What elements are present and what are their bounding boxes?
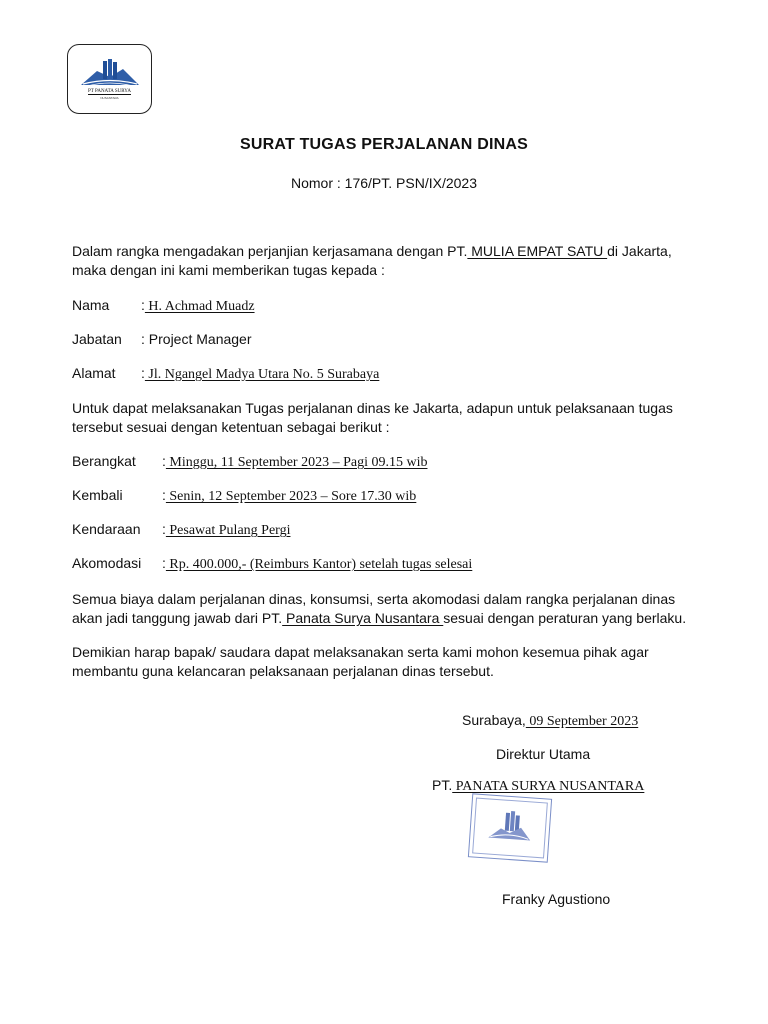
alamat-label: Alamat <box>72 365 116 381</box>
purpose-line1: Untuk dapat melaksanakan Tugas perjalanan dinas ke Jakarta, adapun untuk pelaksanaan tugas <box>72 400 673 416</box>
costs-prefix: akan jadi tanggung jawab dari PT. <box>72 610 283 626</box>
jabatan-value: : Project Manager <box>141 331 252 347</box>
alamat-value: Jl. Ngangel Madya Utara No. 5 Surabaya <box>144 367 380 382</box>
stamp-building-icon <box>482 807 538 847</box>
colon: : <box>141 297 145 313</box>
building-logo-icon <box>77 57 143 89</box>
company-stamp <box>468 793 552 862</box>
kendaraan-row <box>162 521 290 539</box>
document-number: Nomor : 176/PT. PSN/IX/2023 <box>291 175 477 191</box>
colon: : <box>162 453 166 469</box>
kendaraan-value: Pesawat Pulang Pergi <box>165 523 291 538</box>
berangkat-row <box>162 453 427 471</box>
kembali-value: Senin, 12 September 2023 – Sore 17.30 wib <box>165 489 417 504</box>
akomodasi-note: setelah tugas selesai <box>356 557 473 572</box>
alamat-row <box>141 365 379 383</box>
signature-city: Surabaya, <box>462 712 526 728</box>
closing-line1: Demikian harap bapak/ saudara dapat melaksanakan serta kami mohon kesemua pihak agar <box>72 644 649 660</box>
issuer-company: Panata Surya Nusantara <box>282 610 444 626</box>
jabatan-label: Jabatan <box>72 331 122 347</box>
signature-date: 09 September 2023 <box>525 714 639 729</box>
costs-paragraph <box>72 590 712 628</box>
intro-prefix: Dalam rangka mengadakan perjanjian kerjasamana dengan PT. <box>72 243 468 259</box>
signer-company <box>432 777 644 795</box>
berangkat-value: Minggu, 11 September 2023 – Pagi 09.15 wib <box>165 455 428 470</box>
costs-line1: Semua biaya dalam perjalanan dinas, konsumsi, serta akomodasi dalam rangka perjalanan dinas <box>72 591 676 607</box>
purpose-paragraph <box>72 399 712 437</box>
signer-position: Direktur Utama <box>496 746 591 762</box>
signer-name: Franky Agustiono <box>502 891 611 907</box>
intro-paragraph <box>72 242 712 280</box>
colon: : <box>162 487 166 503</box>
intro-suffix: di Jakarta, <box>607 243 672 259</box>
nama-label: Nama <box>72 297 110 313</box>
closing-paragraph <box>72 643 712 681</box>
akomodasi-value: Rp. 400.000,- (Reimburs Kantor) <box>165 557 357 572</box>
nama-value: H. Achmad Muadz <box>144 299 255 314</box>
colon: : <box>162 521 166 537</box>
signature-place-date <box>462 712 638 730</box>
document-title: SURAT TUGAS PERJALANAN DINAS <box>240 136 528 153</box>
kendaraan-label: Kendaraan <box>72 521 141 537</box>
costs-suffix: sesuai dengan peraturan yang berlaku. <box>443 610 687 626</box>
intro-line2: maka dengan ini kami memberikan tugas kepada : <box>72 262 385 278</box>
closing-line2: membantu guna kelancaran pelaksanaan perjalanan dinas tersebut. <box>72 663 494 679</box>
company-name: PANATA SURYA NUSANTARA <box>452 779 645 794</box>
purpose-line2: tersebut sesuai dengan ketentuan sebagai berikut : <box>72 419 390 435</box>
company-logo <box>67 44 152 114</box>
nama-row <box>141 297 255 315</box>
akomodasi-label: Akomodasi <box>72 555 142 571</box>
kembali-label: Kembali <box>72 487 123 503</box>
company-prefix: PT. <box>432 777 453 793</box>
berangkat-label: Berangkat <box>72 453 136 469</box>
colon: : <box>162 555 166 571</box>
partner-company: MULIA EMPAT SATU <box>467 243 608 259</box>
logo-subtext: NUSANTARA <box>100 96 119 100</box>
kembali-row <box>162 487 416 505</box>
colon: : <box>141 365 145 381</box>
akomodasi-row <box>162 555 472 573</box>
logo-text: PT PANATA SURYA <box>88 89 131 94</box>
